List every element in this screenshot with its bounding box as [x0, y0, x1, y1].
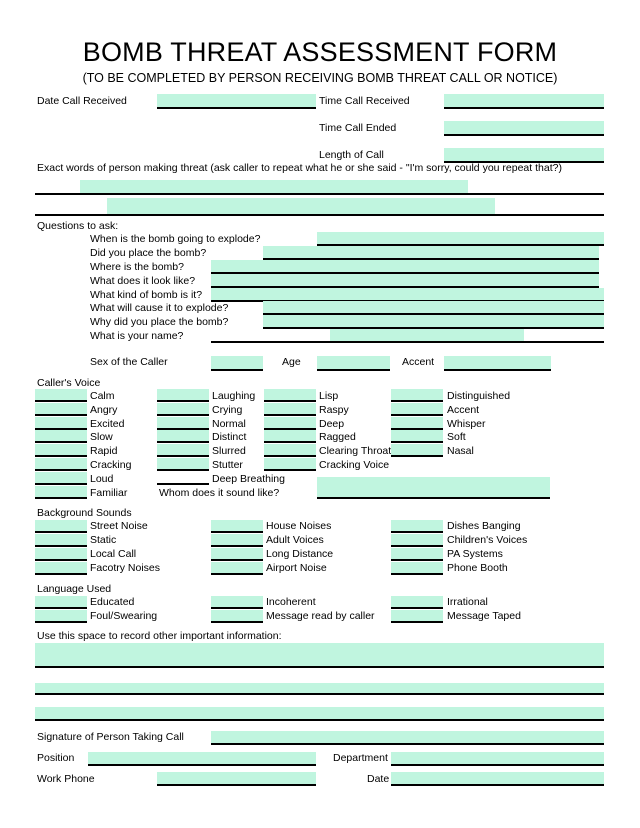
language-heading: Language Used: [37, 583, 112, 595]
voice-checkbox[interactable]: [391, 417, 443, 430]
question-answer-field[interactable]: [263, 301, 604, 315]
voice-checkbox[interactable]: [157, 417, 209, 430]
language-checkbox[interactable]: [391, 596, 443, 609]
question-label: What kind of bomb is it?: [90, 289, 203, 301]
question-label: Where is the bomb?: [90, 261, 184, 273]
question-label: What is your name?: [90, 330, 184, 342]
background-checkbox[interactable]: [391, 562, 443, 575]
position-label: Position: [37, 752, 75, 764]
voice-option: Deep: [319, 418, 345, 430]
voice-option: Normal: [212, 418, 246, 430]
background-option: Facotry Noises: [90, 562, 161, 574]
sex-field[interactable]: [211, 356, 263, 371]
time-call-received-label: Time Call Received: [319, 95, 410, 107]
question-label: Why did you place the bomb?: [90, 316, 229, 328]
voice-option: Distinguished: [447, 390, 511, 402]
background-checkbox[interactable]: [211, 548, 263, 561]
date-field[interactable]: [391, 772, 604, 786]
background-option: Local Call: [90, 548, 137, 560]
question-label: What will cause it to explode?: [90, 302, 229, 314]
question-answer-field[interactable]: [263, 315, 604, 329]
voice-option: Stutter: [212, 459, 243, 471]
voice-option: Whisper: [447, 418, 486, 430]
voice-heading: Caller's Voice: [37, 377, 101, 389]
language-option: Message read by caller: [266, 610, 375, 622]
language-checkbox[interactable]: [35, 610, 87, 623]
question-label: When is the bomb going to explode?: [90, 233, 261, 245]
voice-option: Excited: [90, 418, 125, 430]
exact-words-label: Exact words of person making threat (ask caller to repeat what he or she said - "I'm sorry, could you repeat that?): [37, 162, 562, 174]
signature-label: Signature of Person Taking Call: [37, 731, 184, 743]
date-label: Date: [367, 773, 390, 785]
background-heading: Background Sounds: [37, 507, 132, 519]
voice-checkbox[interactable]: [157, 472, 209, 485]
background-option: Adult Voices: [266, 534, 324, 546]
question-answer-field[interactable]: [263, 246, 599, 260]
background-checkbox[interactable]: [211, 520, 263, 533]
voice-checkbox[interactable]: [35, 389, 87, 402]
background-checkbox[interactable]: [35, 562, 87, 575]
accent-field[interactable]: [444, 356, 551, 371]
sex-label: Sex of the Caller: [90, 356, 168, 368]
other-info-field-1[interactable]: [35, 643, 604, 668]
exact-words-field-2[interactable]: [107, 198, 495, 214]
language-option: Message Taped: [447, 610, 521, 622]
background-option: Long Distance: [266, 548, 334, 560]
question-label: Did you place the bomb?: [90, 247, 207, 259]
voice-checkbox[interactable]: [157, 403, 209, 416]
accent-label: Accent: [402, 356, 435, 368]
background-option: Airport Noise: [266, 562, 327, 574]
voice-option: Ragged: [319, 431, 356, 443]
voice-checkbox[interactable]: [391, 389, 443, 402]
voice-checkbox[interactable]: [35, 430, 87, 443]
voice-option: Nasal: [447, 445, 474, 457]
voice-checkbox[interactable]: [264, 444, 316, 457]
voice-option: Soft: [447, 431, 466, 443]
question-answer-field[interactable]: [211, 260, 599, 274]
voice-option: Cracking: [90, 459, 132, 471]
exact-words-field-1[interactable]: [80, 180, 468, 194]
language-checkbox[interactable]: [211, 610, 263, 623]
time-call-received-field[interactable]: [444, 94, 604, 109]
voice-checkbox[interactable]: [157, 444, 209, 457]
background-checkbox[interactable]: [391, 534, 443, 547]
language-checkbox[interactable]: [35, 596, 87, 609]
department-field[interactable]: [391, 752, 604, 766]
exact-words-line-2: [35, 214, 604, 216]
length-of-call-label: Length of Call: [319, 149, 384, 161]
department-label: Department: [333, 752, 388, 764]
voice-option: Laughing: [212, 390, 256, 402]
voice-option: Slow: [90, 431, 113, 443]
background-option: Children's Voices: [447, 534, 528, 546]
voice-checkbox[interactable]: [264, 458, 316, 471]
question-label: What does it look like?: [90, 275, 196, 287]
voice-checkbox[interactable]: [35, 486, 87, 499]
voice-option: Clearing Throat: [319, 445, 392, 457]
other-info-field-3[interactable]: [35, 707, 604, 721]
voice-checkbox[interactable]: [35, 417, 87, 430]
language-checkbox[interactable]: [391, 610, 443, 623]
background-option: Phone Booth: [447, 562, 508, 574]
voice-checkbox[interactable]: [264, 403, 316, 416]
whom-label: Whom does it sound like?: [159, 487, 280, 499]
voice-checkbox[interactable]: [35, 472, 87, 485]
voice-option: Lisp: [319, 390, 339, 402]
question-answer-field[interactable]: [211, 274, 599, 288]
work-phone-label: Work Phone: [37, 773, 95, 785]
position-field[interactable]: [88, 752, 316, 766]
time-call-ended-label: Time Call Ended: [319, 122, 397, 134]
background-checkbox[interactable]: [35, 520, 87, 533]
voice-checkbox[interactable]: [391, 430, 443, 443]
language-option: Irrational: [447, 596, 488, 608]
background-option: Street Noise: [90, 520, 148, 532]
page-subtitle: (TO BE COMPLETED BY PERSON RECEIVING BOMB THREAT CALL OR NOTICE): [82, 71, 558, 85]
voice-option: Slurred: [212, 445, 246, 457]
voice-option: Raspy: [319, 404, 349, 416]
voice-checkbox[interactable]: [157, 458, 209, 471]
voice-checkbox[interactable]: [391, 444, 443, 457]
other-info-field-2[interactable]: [35, 683, 604, 695]
voice-option: Calm: [90, 390, 115, 402]
page-title: BOMB THREAT ASSESSMENT FORM: [82, 37, 558, 67]
background-option: Dishes Banging: [447, 520, 521, 532]
background-checkbox[interactable]: [211, 562, 263, 575]
questions-heading: Questions to ask:: [37, 220, 119, 232]
background-option: PA Systems: [447, 548, 503, 560]
question-answer-field[interactable]: [211, 288, 604, 302]
voice-option: Rapid: [90, 445, 118, 457]
question-answer-field[interactable]: [317, 232, 604, 246]
voice-checkbox[interactable]: [35, 403, 87, 416]
background-option: Static: [90, 534, 117, 546]
date-call-received-field[interactable]: [157, 94, 316, 109]
age-field[interactable]: [317, 356, 390, 371]
voice-option: Crying: [212, 404, 243, 416]
other-info-label: Use this space to record other important information:: [37, 630, 282, 642]
work-phone-field[interactable]: [157, 772, 316, 786]
language-option: Foul/Swearing: [90, 610, 158, 622]
background-checkbox[interactable]: [391, 520, 443, 533]
voice-option: Familiar: [90, 487, 128, 499]
signature-field[interactable]: [211, 731, 604, 745]
voice-option: Loud: [90, 473, 114, 485]
language-checkbox[interactable]: [211, 596, 263, 609]
whom-field[interactable]: [317, 477, 550, 499]
voice-option: Distinct: [212, 431, 247, 443]
voice-option: Deep Breathing: [212, 473, 285, 485]
background-checkbox[interactable]: [211, 534, 263, 547]
length-of-call-field[interactable]: [444, 148, 604, 163]
background-checkbox[interactable]: [391, 548, 443, 561]
voice-checkbox[interactable]: [35, 444, 87, 457]
language-option: Educated: [90, 596, 135, 608]
voice-checkbox[interactable]: [35, 458, 87, 471]
voice-checkbox[interactable]: [391, 403, 443, 416]
voice-checkbox[interactable]: [157, 430, 209, 443]
voice-checkbox[interactable]: [264, 417, 316, 430]
background-checkbox[interactable]: [35, 548, 87, 561]
question-answer-field[interactable]: [211, 329, 604, 343]
voice-checkbox[interactable]: [264, 430, 316, 443]
language-option: Incoherent: [266, 596, 316, 608]
voice-option: Cracking Voice: [319, 459, 390, 471]
voice-checkbox[interactable]: [264, 389, 316, 402]
voice-option: Accent: [447, 404, 480, 416]
age-label: Age: [282, 356, 301, 368]
date-call-received-label: Date Call Received: [37, 95, 127, 107]
background-option: House Noises: [266, 520, 332, 532]
voice-option: Angry: [90, 404, 118, 416]
exact-words-line-1: [35, 193, 604, 195]
voice-checkbox[interactable]: [157, 389, 209, 402]
background-checkbox[interactable]: [35, 534, 87, 547]
time-call-ended-field[interactable]: [444, 121, 604, 136]
